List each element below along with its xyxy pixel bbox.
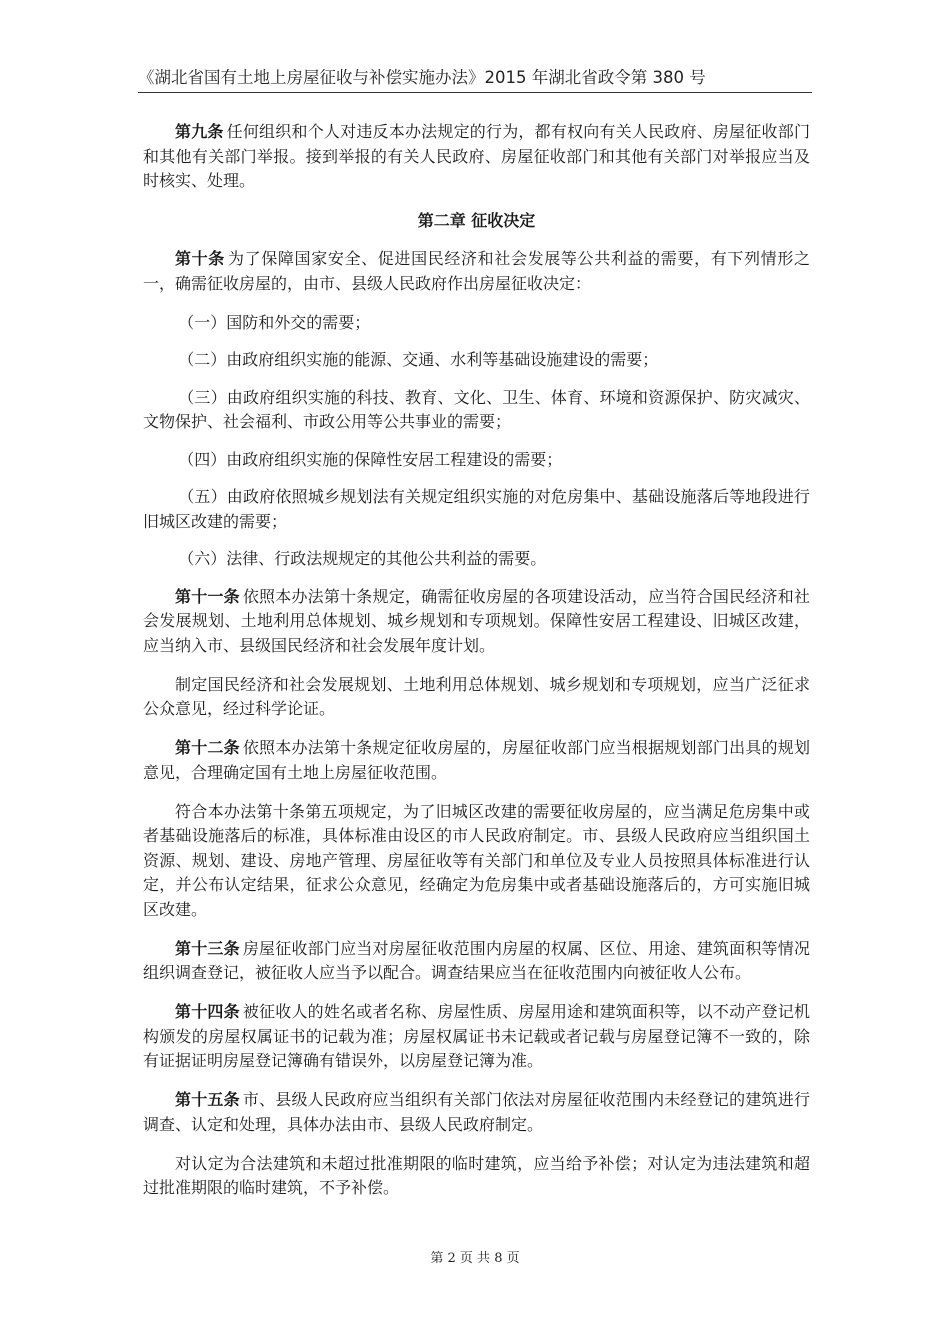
article-12-para-2: 符合本办法第十条第五项规定，为了旧城区改建的需要征收房屋的，应当满足危房集中或者基础设施落后的标准，具体标准由设区的市人民政府制定。市、县级人民政府应当组织国土资源、规划、建设、房地产管理、房屋征收等有关部门和单位及专业人员按照具体标准进行认定，并公布认定结果，征求公众意见，经确定为危房集中或者基础设施落后的，方可实施旧城区改建。: [143, 801, 810, 919]
article-11: [143, 585, 810, 659]
article-text: 依照本办法第十条规定征收房屋的，房屋征收部门应当根据规划部门出具的规划意见，合理确定国有土地上房屋征收范围。: [143, 738, 810, 782]
list-item: （四）由政府组织实施的保障性安居工程建设的需要；: [178, 449, 563, 469]
article-label: 第十三条: [175, 938, 240, 958]
article-10: [143, 247, 810, 296]
list-item: （五）由政府依照城乡规划法有关规定组织实施的对危房集中、基础设施落后等地段进行旧城区改建的需要；: [143, 487, 810, 531]
article-11-para-2: 制定国民经济和社会发展规划、土地利用总体规划、城乡规划和专项规划，应当广泛征求公众意见，经过科学论证。: [143, 674, 810, 718]
article-text: 依照本办法第十条规定，确需征收房屋的各项建设活动，应当符合国民经济和社会发展规划、土地利用总体规划、城乡规划和专项规划。保障性安居工程建设、旧城区改建，应当纳入市、县级国民经济和社会发展年度计划。: [143, 586, 810, 655]
document-body: [143, 120, 810, 1215]
header-rule: [138, 92, 812, 93]
article-text: 市、县级人民政府应当组织有关部门依法对房屋征收范围内未经登记的建筑进行调查、认定和处理，具体办法由市、县级人民政府制定。: [143, 1090, 810, 1134]
article-label: 第十一条: [175, 586, 240, 606]
page-header: 《湖北省国有土地上房屋征收与补偿实施办法》2015 年湖北省政令第 380 号: [138, 68, 706, 87]
article-14: [143, 1000, 810, 1074]
article-label: 第十条: [175, 249, 225, 268]
article-text: 被征收人的姓名或者名称、房屋性质、房屋用途和建筑面积等，以不动产登记机构颁发的房屋权属证书的记载为准；房屋权属证书未记载或者记载与房屋登记簿不一致的，除有证据证明房屋登记簿确有错误外，以房屋登记簿为准。: [143, 1002, 810, 1070]
article-15: [143, 1088, 810, 1137]
article-text: 为了保障国家安全、促进国民经济和社会发展等公共利益的需要，有下列情形之一，确需征收房屋的，由市、县级人民政府作出房屋征收决定：: [143, 249, 810, 293]
list-item: （二）由政府组织实施的能源、交通、水利等基础设施建设的需要；: [178, 350, 659, 369]
list-item: （六）法律、行政法规规定的其他公共利益的需要。: [178, 549, 547, 568]
article-label: 第十五条: [175, 1090, 240, 1109]
chapter-heading: 第二章 征收决定: [417, 211, 536, 230]
article-label: 第十四条: [175, 1002, 240, 1021]
article-text: 任何组织和个人对违反本办法规定的行为，都有权向有关人民政府、房屋征收部门和其他有关部门举报。接到举报的有关人民政府、房屋征收部门和其他有关部门对举报应当及时核实、处理。: [143, 122, 810, 190]
article-text: 房屋征收部门应当对房屋征收范围内房屋的权属、区位、用途、建筑面积等情况组织调查登记，被征收人应当予以配合。调查结果应当在征收范围内向被征收人公布。: [143, 938, 810, 982]
article-15-para-2: 对认定为合法建筑和未超过批准期限的临时建筑，应当给予补偿；对认定为违法建筑和超过批准期限的临时建筑，不予补偿。: [143, 1153, 810, 1197]
list-item: （三）由政府组织实施的科技、教育、文化、卫生、体育、环境和资源保护、防灾减灾、文物保护、社会福利、市政公用等公共事业的需要；: [143, 387, 810, 431]
list-item: （一）国防和外交的需要；: [178, 312, 371, 332]
article-label: 第九条: [175, 122, 224, 141]
article-12: [143, 736, 810, 785]
article-label: 第十二条: [175, 738, 240, 757]
article-9: [143, 120, 810, 194]
article-13: [143, 937, 810, 986]
page-footer: 第 2 页 共 8 页: [430, 1251, 520, 1266]
